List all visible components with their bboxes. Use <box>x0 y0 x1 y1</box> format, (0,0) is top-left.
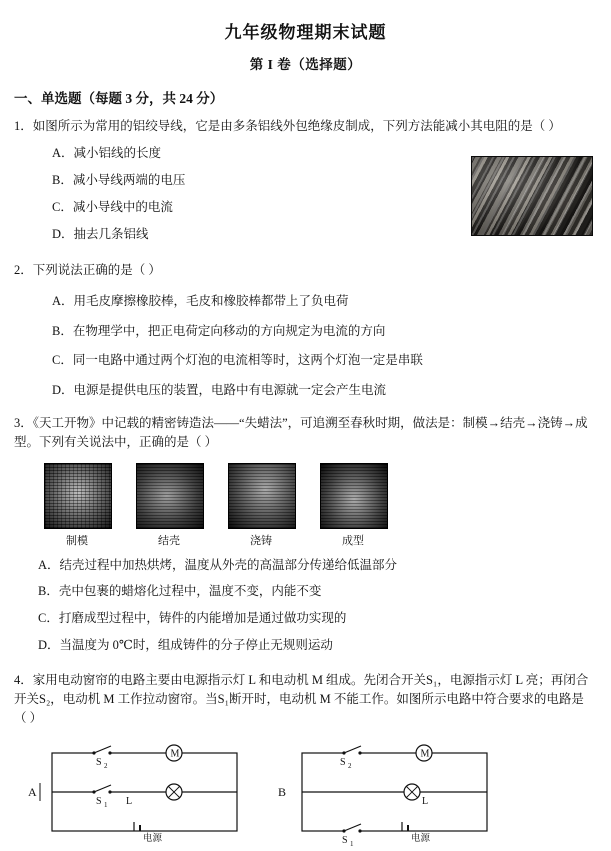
page-title: 九年级物理期末试题 <box>224 23 387 42</box>
svg-text:M: M <box>170 748 180 760</box>
option[interactable]: D．抽去几条铝线 <box>52 226 149 241</box>
svg-text:1: 1 <box>350 839 354 848</box>
svg-text:A: A <box>28 784 37 799</box>
svg-text:电源: 电源 <box>411 832 431 844</box>
svg-text:L: L <box>422 795 429 807</box>
option[interactable]: C．同一电路中通过两个灯泡的电流相等时，这两个灯泡一定是串联 <box>52 353 423 368</box>
question-2-options <box>14 292 595 400</box>
option[interactable]: A．减小铝线的长度 <box>52 146 162 161</box>
process-caption: 浇铸 <box>250 534 272 547</box>
process-step <box>228 463 294 548</box>
section-heading: 一、单选题（每题 3 分，共 24 分） <box>14 91 224 106</box>
question-3-options <box>0 556 611 655</box>
option[interactable]: B．减小导线两端的电压 <box>52 173 186 188</box>
question-3-stem: 《天工开物》中记载的精密铸造法——“失蜡法”，可追溯至春秋时期，做法是：制模→结壳→浇铸→成型。下列有关说法中，正确的是（ ） <box>14 415 588 450</box>
question-2 <box>14 261 611 399</box>
question-4-number: 4． <box>14 672 33 687</box>
question-4-circuit-figures <box>0 741 611 851</box>
question-1-stem: 如图所示为常用的铝绞导线，它是由多条铝线外包绝缘皮制成，下列方法能减小其电阻的是（ ） <box>32 119 561 133</box>
process-step <box>136 463 202 548</box>
svg-text:S: S <box>340 756 346 768</box>
question-3 <box>14 414 611 453</box>
option[interactable]: C．打磨成型过程中，铸件的内能增加是通过做功实现的 <box>38 611 347 625</box>
option[interactable]: A．用毛皮摩擦橡胶棒，毛皮和橡胶棒都带上了负电荷 <box>52 293 349 308</box>
process-step <box>44 463 110 548</box>
process-photo <box>136 463 204 529</box>
svg-text:S: S <box>342 834 348 846</box>
page-subtitle: 第 I 卷（选择题） <box>249 57 362 72</box>
process-caption: 成型 <box>342 534 364 547</box>
aluminium-wire-photo <box>471 156 593 236</box>
option[interactable]: B．壳中包裹的蜡熔化过程中，温度不变，内能不变 <box>38 584 322 599</box>
circuit-diagram-b <box>272 743 522 851</box>
question-1-number: 1． <box>14 119 33 133</box>
svg-text:电源: 电源 <box>143 832 163 844</box>
question-2-stem: 下列说法正确的是（ ） <box>32 263 161 278</box>
svg-text:L: L <box>126 795 133 807</box>
svg-text:B: B <box>278 784 287 799</box>
process-caption: 结壳 <box>158 534 180 547</box>
question-4-stem: 家用电动窗帘的电路主要由电源指示灯 L 和电动机 M 组成。先闭合开关S₁，电源指示灯 L 亮；再闭合开关S₂，电动机 M 工作拉动窗帘。当S₁断开时，电动机 M 不能工作。如图所示电路中符合要求的电路是（ ） <box>14 672 589 726</box>
process-photo <box>228 463 296 529</box>
svg-text:1: 1 <box>104 800 108 809</box>
question-2-number: 2． <box>14 263 33 278</box>
question-4 <box>14 671 611 729</box>
option[interactable]: D．当温度为 0℃时，组成铸件的分子停止无规则运动 <box>38 637 333 652</box>
svg-text:2: 2 <box>104 761 108 770</box>
circuit-diagram-a <box>22 743 272 851</box>
process-caption: 制模 <box>66 534 88 547</box>
svg-text:2: 2 <box>348 761 352 770</box>
exam-page <box>0 18 611 847</box>
process-photo <box>44 463 112 529</box>
option[interactable]: A．结壳过程中加热烘烤，温度从外壳的高温部分传递给低温部分 <box>38 557 398 572</box>
option[interactable]: C．减小导线中的电流 <box>52 199 173 214</box>
svg-text:S: S <box>96 756 102 768</box>
svg-text:S: S <box>96 795 102 807</box>
option[interactable]: D．电源是提供电压的装置，电路中有电源就一定会产生电流 <box>52 383 387 397</box>
process-photo <box>320 463 388 529</box>
question-3-number: 3． <box>14 415 33 430</box>
option[interactable]: B．在物理学中，把正电荷定向移动的方向规定为电流的方向 <box>52 323 386 338</box>
lost-wax-figure-row <box>44 463 611 548</box>
process-step <box>320 463 386 548</box>
svg-text:M: M <box>420 748 430 760</box>
